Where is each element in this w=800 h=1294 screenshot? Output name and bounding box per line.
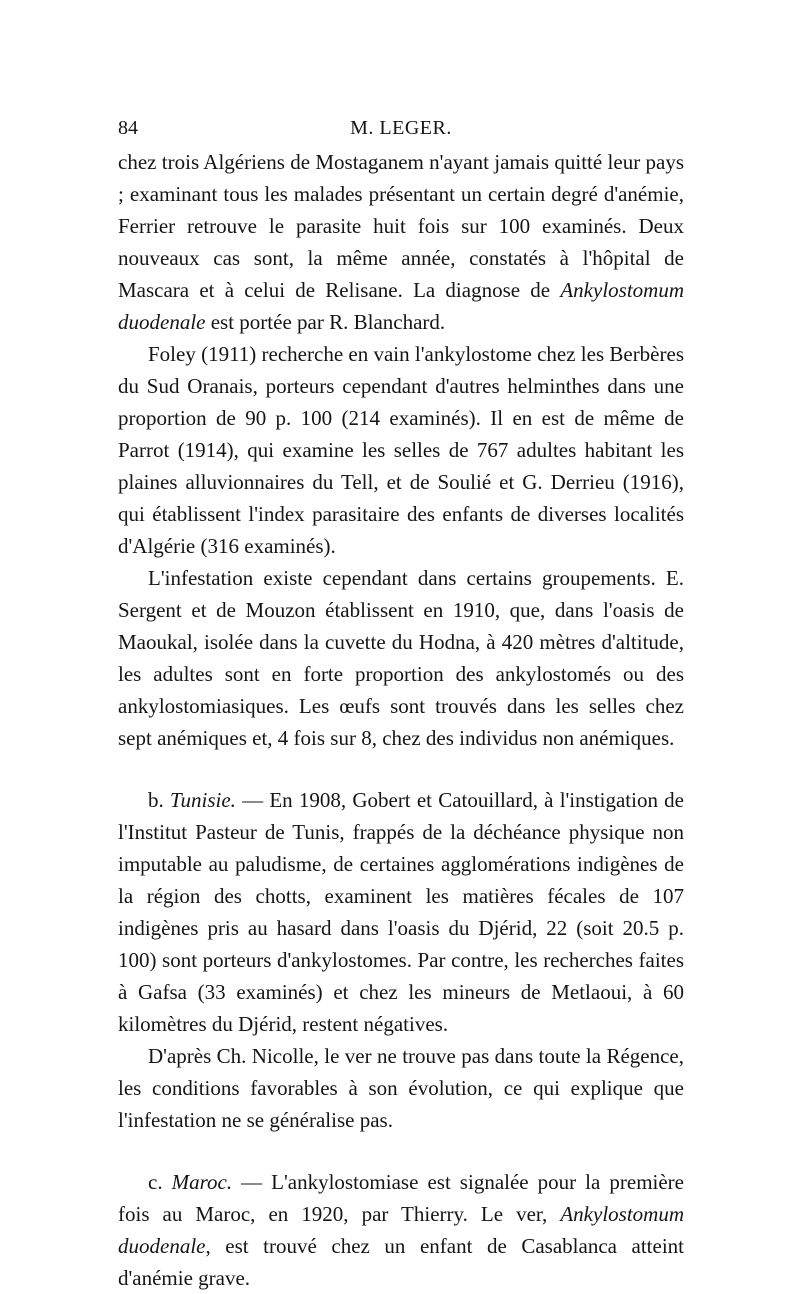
section-heading: Tunisie. bbox=[169, 788, 236, 812]
running-head bbox=[118, 112, 684, 144]
paragraph-text: chez trois Algériens de Mostaganem n'ayant jamais quitté leur pays ; examinant tous les malades présentant un certain degré d'anémie, Ferrier retrouve le parasite huit fois sur 100 examinés. Deux nouveaux cas sont, la même année, constatés à l'hôpital de Mascara et à celui de Relisane. La diagnose de bbox=[118, 150, 684, 302]
species-name: Ankylostomum duodenale bbox=[118, 278, 684, 334]
page bbox=[118, 112, 684, 1294]
paragraph-nicolle bbox=[118, 1040, 684, 1136]
paragraph-text: D'après Ch. Nicolle, le ver ne trouve pas dans toute la Régence, les conditions favorables à son évolution, ce qui explique que l'infestation ne se généralise pas. bbox=[118, 1044, 684, 1132]
paragraph-text: — En 1908, Gobert et Catouillard, à l'instigation de l'Institut Pasteur de Tunis, frappés de la déchéance physique non imputable au paludisme, de certaines agglomérations indigènes de la région des chotts, examinent les matières fécales de 107 indigènes pris au hasard dans l'oasis du Djérid, 22 (soit 20.5 p. 100) sont porteurs d'ankylostomes. Par contre, les recherches faites à Gafsa (33 examinés) et chez les mineurs de Metlaoui, à 60 kilomètres du Djérid, restent négatives. bbox=[118, 788, 685, 1036]
paragraph-algeria-continued bbox=[118, 146, 684, 338]
paragraph-text: Foley (1911) recherche en vain l'ankylostome chez les Berbères du Sud Oranais, porteurs cependant d'autres helminthes dans une proportion de 90 p. 100 (214 examinés). Il en est de même de Parrot (1914), qui examine les selles de 767 adultes habitant les plaines alluvionnaires du Tell, et de Soulié et G. Derrieu (1916), qui établissent l'index parasitaire des enfants de diverses localités d'Algérie (316 examinés). bbox=[118, 342, 684, 558]
paragraph-infestation bbox=[118, 562, 684, 754]
paragraph-tunisie bbox=[118, 784, 684, 1040]
paragraph-text: — L'ankylostomiase est signalée pour la première fois au Maroc, en 1920, par Thierry. Le ver, bbox=[118, 1170, 684, 1226]
page-number: 84 bbox=[118, 117, 138, 139]
paragraph-text: , est trouvé chez un enfant de Casablanca atteint d'anémie grave. bbox=[118, 1234, 684, 1290]
paragraph-foley bbox=[118, 338, 684, 562]
section-letter: b. bbox=[148, 788, 170, 812]
paragraph-maroc bbox=[118, 1166, 684, 1294]
paragraph-text: L'infestation existe cependant dans certains groupements. E. Sergent et de Mouzon établissent en 1910, que, dans l'oasis de Maoukal, isolée dans la cuvette du Hodna, à 420 mètres d'altitude, les adultes sont en forte proportion des ankylostomés ou des ankylostomiasiques. Les œufs sont trouvés dans les selles chez sept anémiques et, 4 fois sur 8, chez des individus non anémiques. bbox=[118, 566, 684, 750]
running-title: M. LEGER. bbox=[350, 117, 452, 139]
section-letter: c. bbox=[148, 1170, 172, 1194]
species-name: Ankylostomum duodenale bbox=[118, 1202, 684, 1258]
paragraph-text: est portée par R. Blanchard. bbox=[205, 310, 446, 334]
body-text bbox=[118, 146, 684, 1294]
section-heading: Maroc. bbox=[171, 1170, 233, 1194]
